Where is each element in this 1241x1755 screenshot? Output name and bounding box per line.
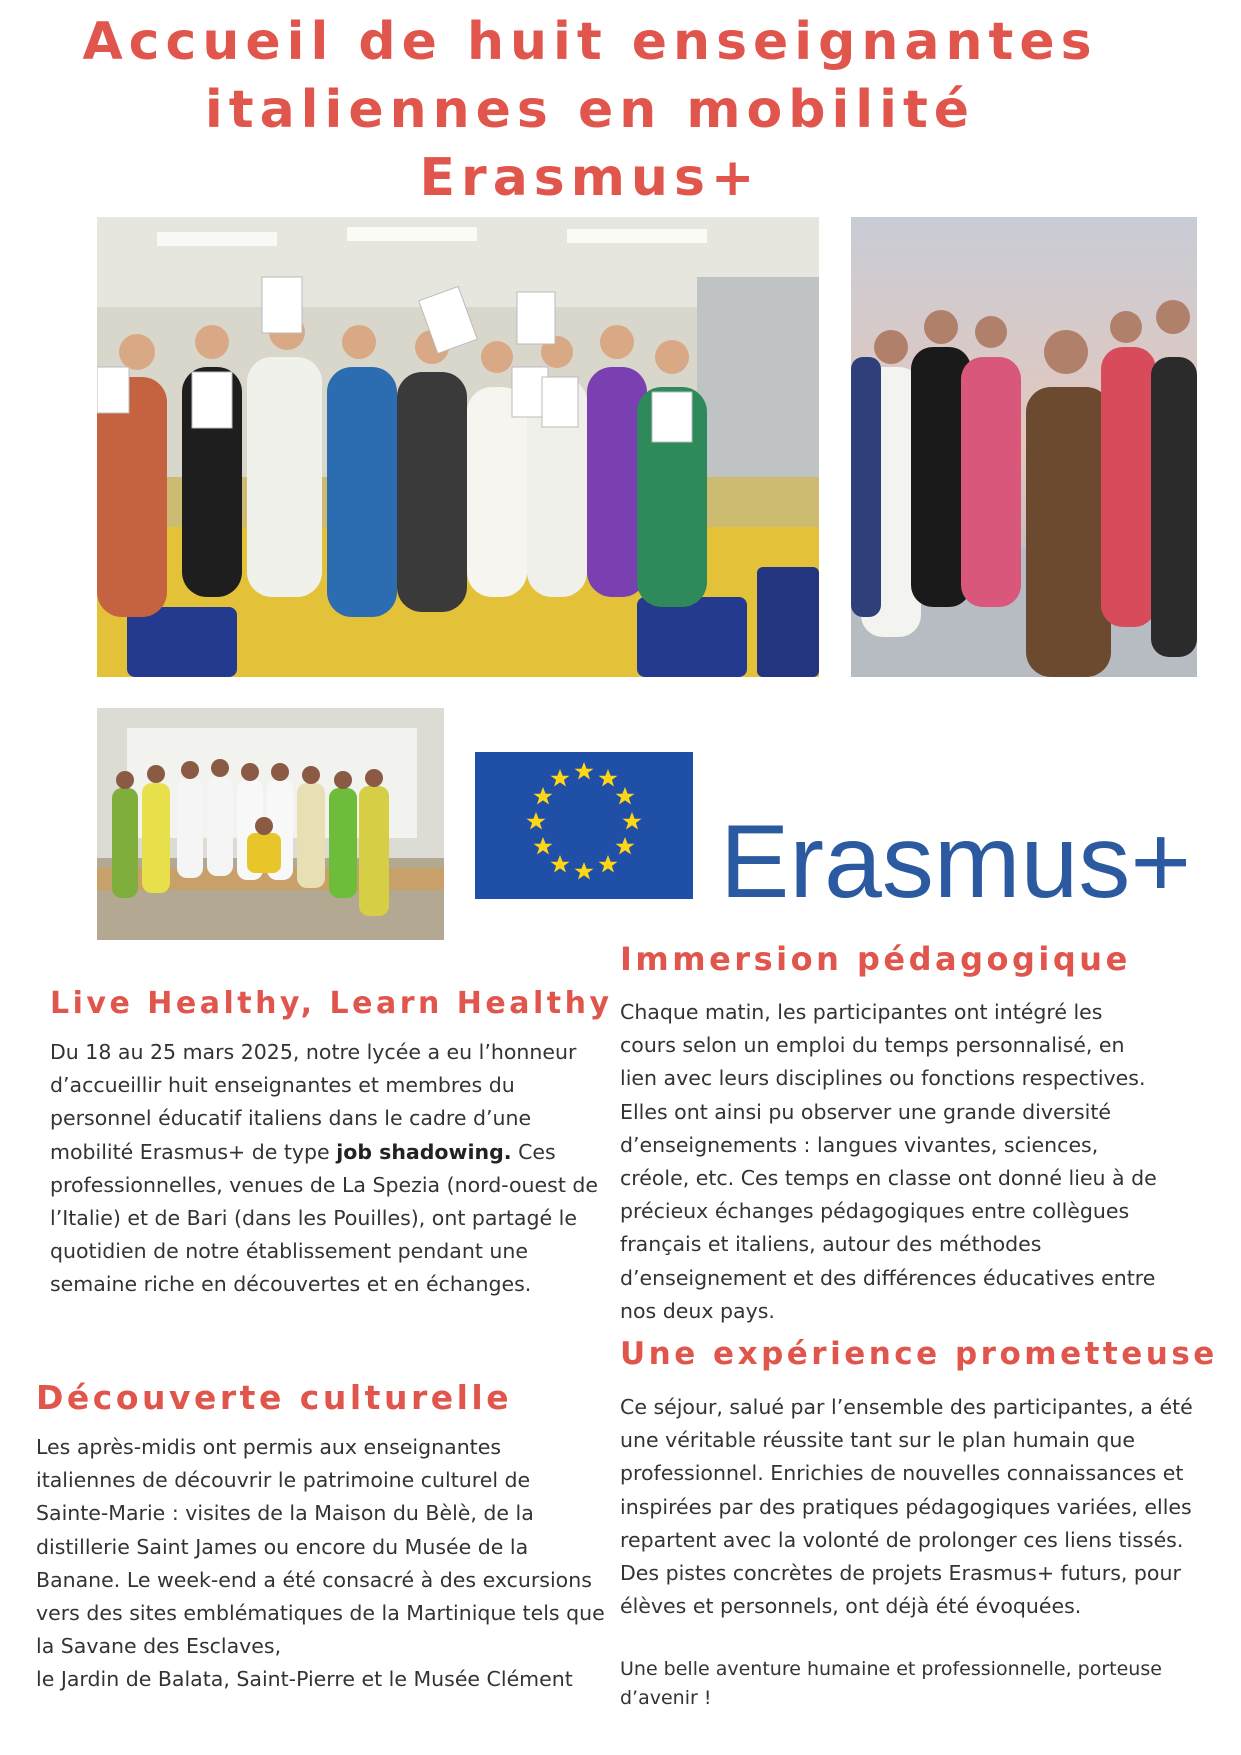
- heading-experience: Une expérience prometteuse: [620, 1336, 1218, 1372]
- decouverte-last-line: le Jardin de Balata, Saint-Pierre et le Musée Clément: [36, 1667, 573, 1692]
- decouverte-text: Les après-midis ont permis aux enseignantes italiennes de découvrir le patrimoine culturel de Sainte-Marie : visites de la Maison du Bèlè, de la distillerie Saint James ou encore du Musée de la Banane. Le week-end a été consacré à des excursions vers des sites emblématiques de la Martinique tels que la Savane des Esclaves,: [36, 1435, 605, 1659]
- paragraph-experience: Ce séjour, salué par l’ensemble des participantes, a été une véritable réussite tant sur le plan humain que professionnel. Enrichies de nouvelles connaissances et inspirées par des pratiques pédagogiques variées, elles repartent avec la volonté de prolonger ces liens tissés. Des pistes concrètes de projets Erasmus+ futurs, pour élèves et personnels, ont déjà été évoquées.: [620, 1395, 1193, 1619]
- paragraph-immersion: Chaque matin, les participantes ont intégré les cours selon un emploi du temps personnalisé, en lien avec leurs disciplines ou fonctions respectives. Elles ont ainsi pu observer une grande diversité d’enseignements : langues vivantes, sciences, créole, etc. Ces temps en classe ont donné lieu à de précieux échanges pédagogiques entre collègues français et italiens, autour des méthodes d’enseignement et des différences éducatives entre nos deux pays.: [620, 1000, 1157, 1323]
- title-line-2: italiennes en mobilité: [204, 80, 976, 140]
- title-line-3: Erasmus+: [419, 148, 761, 208]
- photo-group-sunset: [851, 217, 1197, 677]
- paragraph-closing: Une belle aventure humaine et professionnelle, porteuse d’avenir !: [620, 1658, 1162, 1709]
- heading-live-healthy: Live Healthy, Learn Healthy: [50, 986, 613, 1021]
- job-shadowing-bold: job shadowing.: [336, 1139, 512, 1164]
- live-healthy-text-2: Ces professionnelles, venues de La Spezia (nord-ouest de l’Italie) et de Bari (dans les Pouilles), ont partagé le quotidien de notre établissement pendant une semaine riche en découvertes et en échanges.: [50, 1139, 599, 1297]
- paragraph-decouverte: [36, 1431, 606, 1697]
- page-title: [60, 8, 1120, 212]
- title-line-1: Accueil de huit enseignantes: [82, 12, 1098, 72]
- photo-group-classroom-students: [97, 708, 444, 940]
- heading-immersion: Immersion pédagogique: [620, 940, 1131, 978]
- heading-decouverte: Découverte culturelle: [36, 1378, 513, 1417]
- live-healthy-text-1: Du 18 au 25 mars 2025, notre lycée a eu l’honneur d’accueillir huit enseignantes et membres du personnel éducatif italiens dans le cadre d’une mobilité Erasmus+ de type: [50, 1040, 577, 1164]
- erasmus-plus-logo: [475, 752, 1200, 902]
- photo-classroom-certificates: [97, 217, 819, 677]
- paragraph-live-healthy: [50, 1036, 605, 1302]
- erasmus-logo-text: Erasmus+: [720, 804, 1192, 902]
